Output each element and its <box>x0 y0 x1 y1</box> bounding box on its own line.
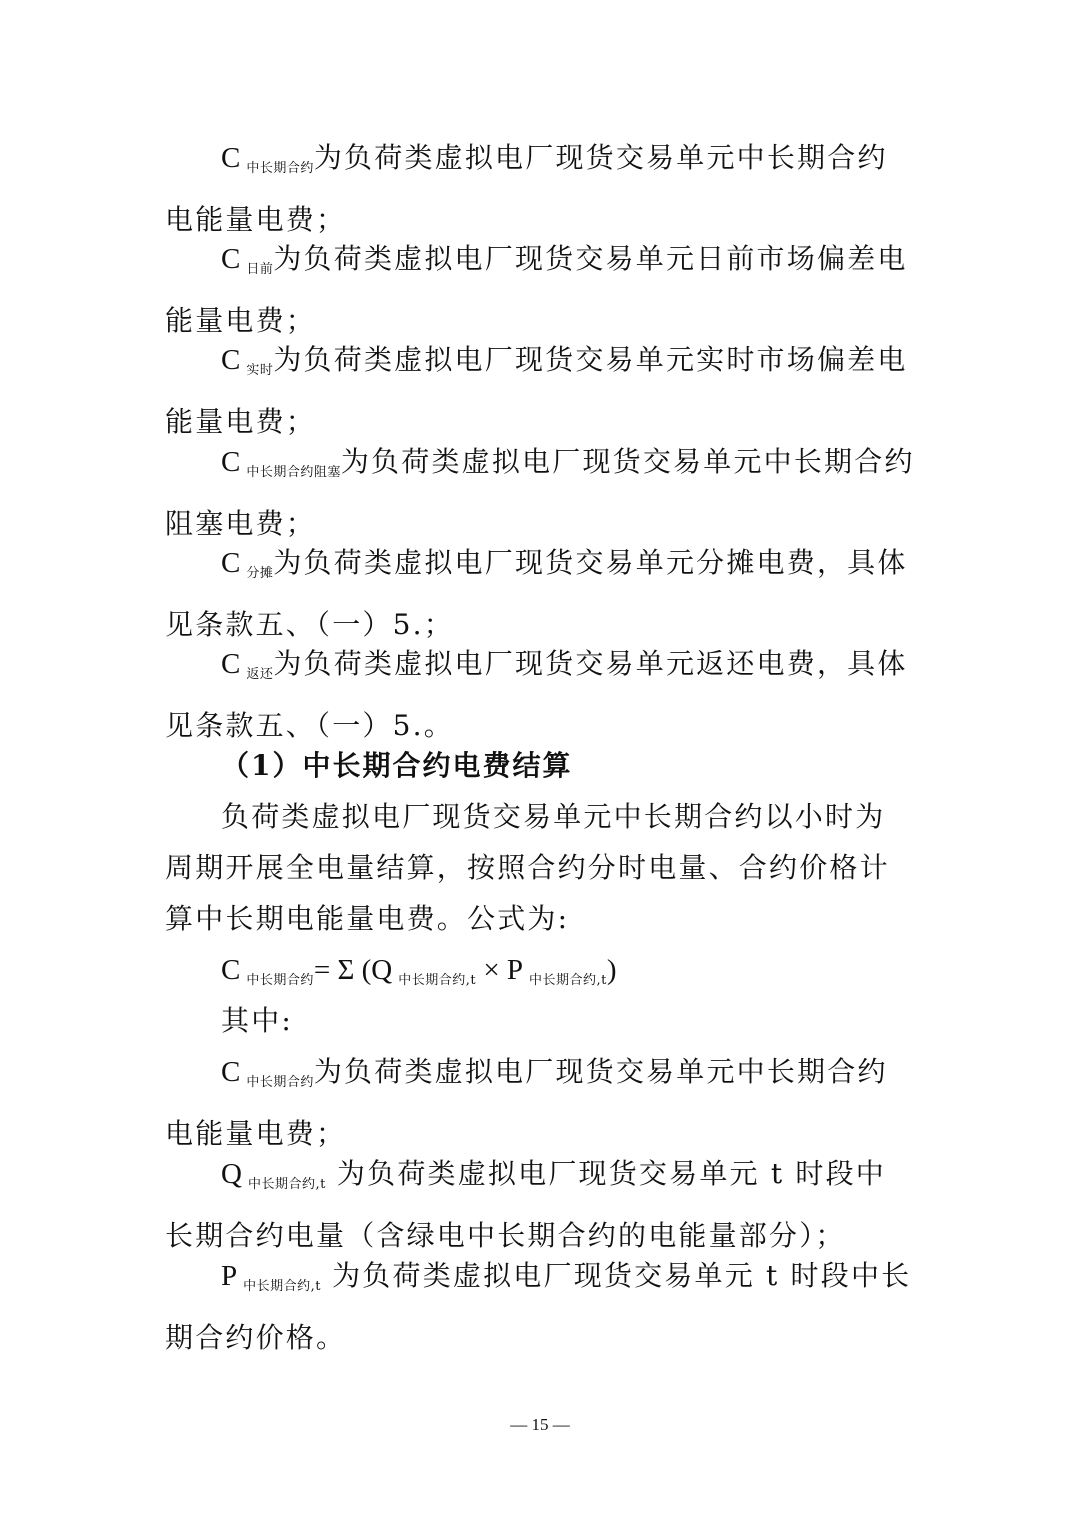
symbol: Q <box>221 1158 242 1190</box>
definition-text: 为负荷类虚拟电厂现货交易单元实时市场偏差电能量电费； <box>165 343 908 438</box>
definition-text: 为负荷类虚拟电厂现货交易单元 t 时段中长期合约价格。 <box>165 1259 912 1354</box>
subscript: 中长期合约 <box>246 1075 314 1090</box>
definition-p-long-term <box>165 1250 915 1363</box>
formula-p-subscript: 中长期合约,t <box>529 973 607 988</box>
where-label: 其中: <box>221 1004 294 1037</box>
definition-text: 为负荷类虚拟电厂现货交易单元分摊电费，具体见条款五、（一）5.； <box>165 546 908 641</box>
symbol: C <box>221 547 241 579</box>
formula-q-subscript: 中长期合约,t <box>398 973 477 988</box>
definition-c-real-time <box>165 334 915 447</box>
definition-q-long-term <box>165 1148 915 1261</box>
subscript: 返还 <box>246 667 274 682</box>
symbol: P <box>221 1260 238 1292</box>
definition-text: 为负荷类虚拟电厂现货交易单元 t 时段中长期合约电量（含绿电中长期合约的电能量部分）； <box>165 1157 886 1252</box>
definition-c-day-ahead <box>165 233 915 346</box>
formula-c: C <box>221 954 241 986</box>
symbol: C <box>221 344 241 376</box>
subscript: 实时 <box>246 363 274 378</box>
symbol: C <box>221 142 241 174</box>
definition-text: 为负荷类虚拟电厂现货交易单元返还电费，具体见条款五、（一）5.。 <box>165 647 908 742</box>
definition-text: 为负荷类虚拟电厂现货交易单元中长期合约阻塞电费； <box>165 445 915 540</box>
page-number: — 15 — <box>510 1415 570 1434</box>
formula-times-p: × P <box>476 954 524 986</box>
definition-c-congestion <box>165 436 915 549</box>
symbol: C <box>221 648 241 680</box>
symbol: C <box>221 243 241 275</box>
formula-close: ) <box>606 954 617 986</box>
subscript: 中长期合约阻塞 <box>246 465 341 480</box>
subscript: 中长期合约 <box>246 161 314 176</box>
definition-text: 为负荷类虚拟电厂现货交易单元中长期合约电能量电费； <box>165 1055 888 1150</box>
subscript: 中长期合约,t <box>243 1279 321 1294</box>
definition-c-refund <box>165 638 915 751</box>
symbol: C <box>221 446 241 478</box>
formula-c-subscript: 中长期合约 <box>246 973 314 988</box>
definition-c-long-term-2 <box>165 1046 915 1159</box>
definition-text: 为负荷类虚拟电厂现货交易单元日前市场偏差电能量电费； <box>165 242 908 337</box>
section-heading: （1）中长期合约电费结算 <box>221 749 573 782</box>
subscript: 日前 <box>246 262 274 277</box>
intro-paragraph: 负荷类虚拟电厂现货交易单元中长期合约以小时为周期开展全电量结算，按照合约分时电量、合约价格计算中长期电能量电费。公式为: <box>165 800 890 935</box>
subscript: 中长期合约,t <box>247 1177 326 1192</box>
definition-c-allocation <box>165 537 915 650</box>
subscript: 分摊 <box>246 566 274 581</box>
definition-c-long-term <box>165 132 915 245</box>
symbol: C <box>221 1056 241 1088</box>
formula-sum: = Σ (Q <box>313 954 393 986</box>
definition-text: 为负荷类虚拟电厂现货交易单元中长期合约电能量电费； <box>165 141 888 236</box>
